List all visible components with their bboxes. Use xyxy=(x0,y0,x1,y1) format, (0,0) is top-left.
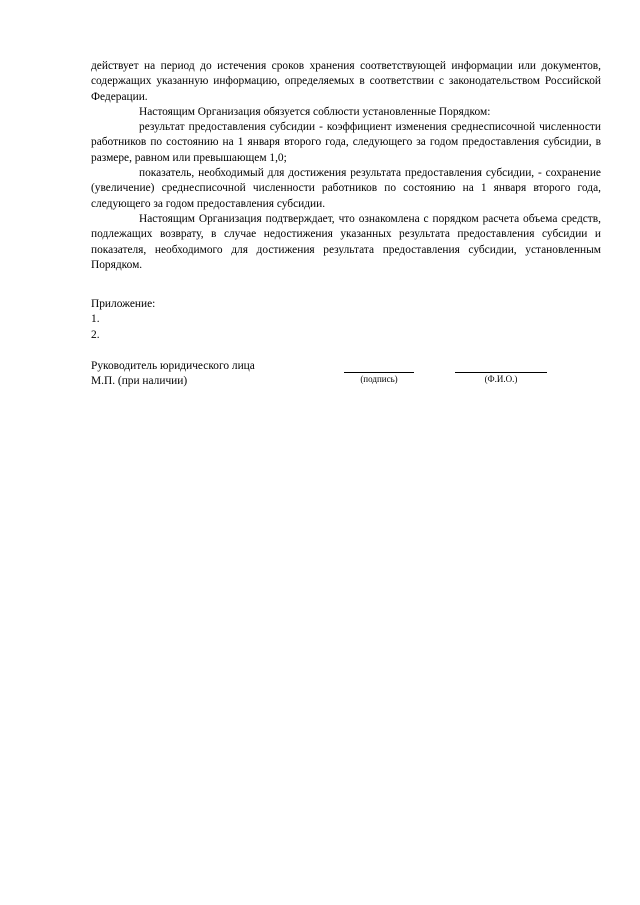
signature-caption: (подпись) xyxy=(360,374,398,385)
annex-section xyxy=(91,297,601,343)
paragraph-performance-indicator: показатель, необходимый для достижения результата предоставления субсидии, - сохранение (увеличение) среднесписочной численности работников по состоянию на 1 января второго года, следующего за годом предоставления субсидии. xyxy=(91,167,601,210)
annex-item-2: 2. xyxy=(91,328,100,341)
full-name-line xyxy=(455,359,547,373)
annex-title: Приложение: xyxy=(91,298,156,311)
signature-field xyxy=(344,359,414,385)
signatory-labels xyxy=(91,359,255,390)
signature-line xyxy=(344,359,414,373)
paragraph-subsidy-result: результат предоставления субсидии - коэффициент изменения среднесписочной численности работников по состоянию на 1 января второго года, следующего за годом предоставления субсидии, в размере, равном или превышающем 1,0; xyxy=(91,121,601,164)
full-name-field xyxy=(455,359,547,385)
annex-item-1: 1. xyxy=(91,313,100,326)
signature-section xyxy=(91,359,601,387)
full-name-caption: (Ф.И.О.) xyxy=(484,374,518,385)
stamp-label: М.П. (при наличии) xyxy=(91,375,188,388)
paragraph-obligation-intro: Настоящим Организация обязуется соблюсти установленные Порядком: xyxy=(139,105,491,118)
head-of-legal-entity-label: Руководитель юридического лица xyxy=(91,360,255,373)
paragraph-refund-acknowledgement: Настоящим Организация подтверждает, что ознакомлена с порядком расчета объема средств, подлежащих возврату, в случае недостижения указанных результата предоставления субсидии и показателя, необходимого для достижения результата предоставления субсидии, установленным Порядком. xyxy=(91,212,601,271)
paragraph-storage-period: действует на период до истечения сроков хранения соответствующей информации или документов, содержащих указанную информацию, определяемых в соответствии с законодательством Российской Федерации. xyxy=(91,60,601,103)
document-page xyxy=(91,59,601,387)
